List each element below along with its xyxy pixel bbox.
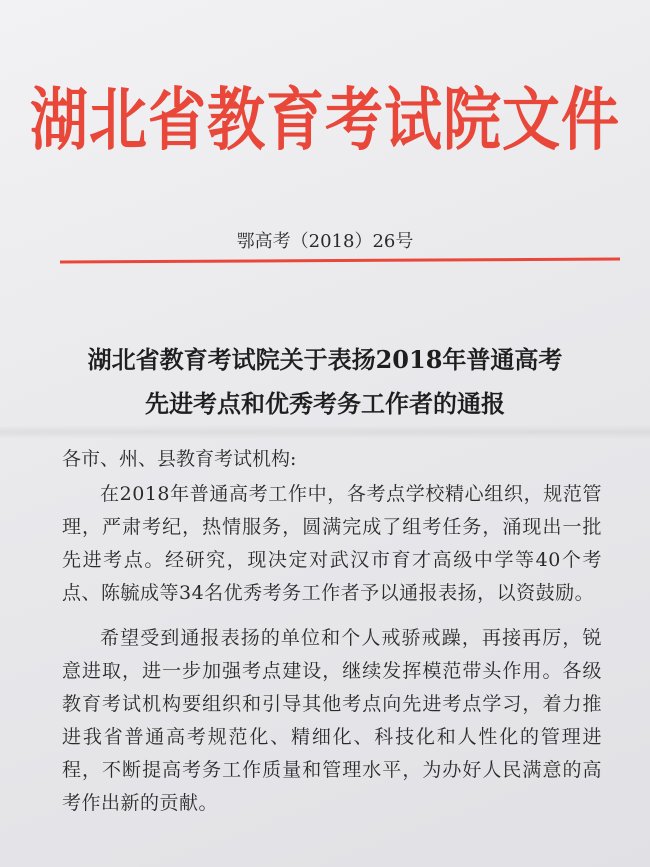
notice-title-line-2: 先进考点和优秀考务工作者的通报 (145, 389, 505, 418)
document-number: 鄂高考（2018）26号 (236, 231, 414, 252)
document-masthead: 湖北省教育考试院文件 (29, 79, 620, 161)
paper-fold (0, 425, 650, 439)
red-divider (60, 258, 620, 264)
body-paragraph: 希望受到通报表扬的单位和个人戒骄戒躁，再接再厉，锐意进取，进一步加强考点建设，继续发挥模范带头作用。各级教育考试机构要组织和引导其他考点向先进考点学习，着力推进我省普通高考规范化、精细化、科技化和人性化的管理进程，不断提高考务工作质量和管理水平，为办好人民满意的高考作出新的贡献。 (62, 627, 602, 814)
body-paragraph: 在2018年普通高考工作中，各考点学校精心组织，规范管理，严肃考纪，热情服务，圆满完成了组考任务，涌现出一批先进考点。经研究，现决定对武汉市育才高级中学等40个考点、陈毓成等34名优秀考务工作者予以通报表扬，以资鼓励。 (62, 483, 602, 604)
salutation: 各市、州、县教育考试机构: (62, 448, 297, 470)
notice-title-line-1: 湖北省教育考试院关于表扬2018年普通高考 (87, 345, 563, 374)
